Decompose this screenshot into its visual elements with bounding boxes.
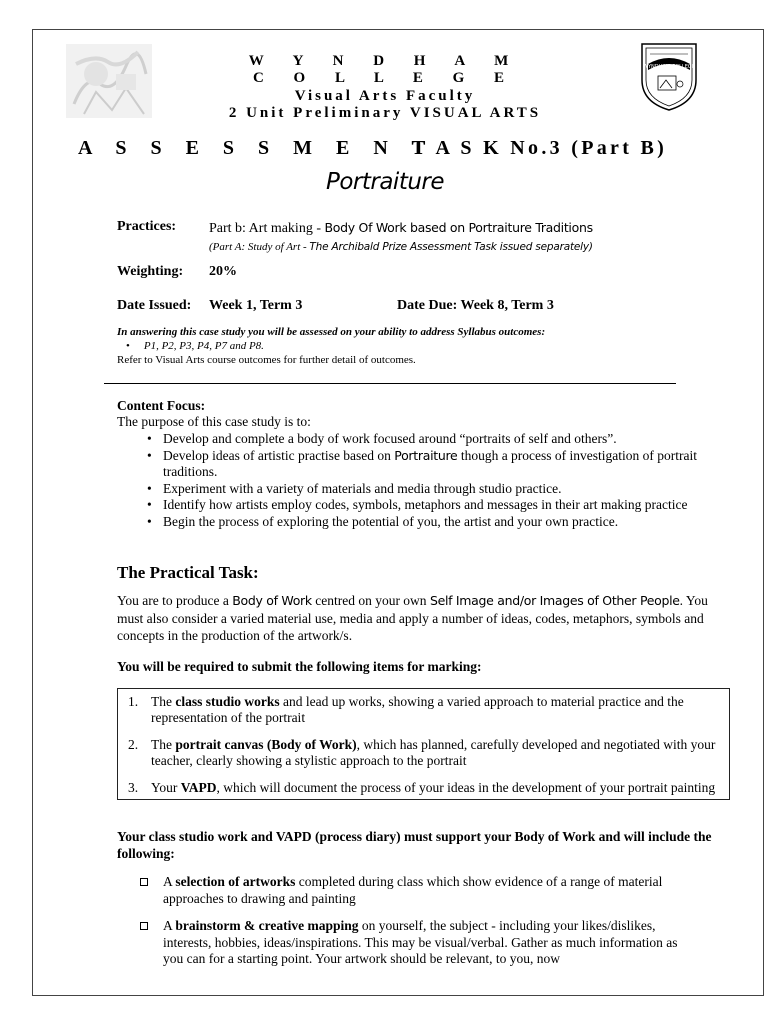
paragraph-highlight: Self Image and/or Images of Other People (429, 593, 680, 608)
paragraph-text: You are to produce a (117, 593, 233, 608)
item-number: 1. (128, 694, 139, 709)
section-divider (104, 383, 676, 384)
item-text: , which will document the process of your ideas in the development of your portrait painting (216, 780, 716, 795)
item-number: 2. (128, 737, 139, 752)
practices-prefix: Part b: Art making - (209, 221, 325, 236)
content-focus-list (139, 431, 729, 530)
bullet-text: Begin the process of exploring the potential of you, the artist and your own practice. (163, 513, 619, 529)
bullet-text: Develop ideas of artistic practise based on (163, 447, 395, 463)
submission-items-box (117, 688, 730, 800)
item-bold: portrait canvas (Body of Work) (175, 737, 357, 752)
list-item (128, 737, 718, 769)
content-focus-intro: The purpose of this case study is to: (117, 414, 311, 429)
weighting-label: Weighting: (117, 264, 184, 279)
item-text: Your (151, 780, 181, 795)
course-line: 2 Unit Preliminary VISUAL ARTS (228, 105, 542, 121)
outcomes-list-text: P1, P2, P3, P4, P7 and P8. (143, 340, 264, 352)
faculty-line: Visual Arts Faculty (294, 88, 476, 104)
assessment-heading: A S S E S S M E N T (78, 137, 435, 159)
list-item (139, 431, 729, 448)
document-title: Portraiture (325, 169, 445, 195)
paragraph-text: . You must also consider a varied material use, media and apply a number of ideas, codes, metaphors, symbols and concepts in the production of the artwork/s. (117, 593, 708, 643)
item-text: completed during class which show evidence of a range of material approaches to drawing and painting (163, 874, 663, 906)
crest-text: WYNDHAM COLLEGE (643, 64, 695, 70)
submit-heading: You will be required to submit the following items for marking: (117, 659, 482, 674)
item-bold: selection of artworks (175, 874, 296, 889)
list-item (139, 481, 729, 498)
outcomes-intro: In answering this case study you will be assessed on your ability to address Syllabus outcomes: (117, 326, 546, 338)
item-bold: class studio works (175, 694, 280, 709)
item-text: A (163, 874, 176, 889)
list-item (140, 918, 700, 968)
bullet-text: Identify how artists employ codes, symbols, metaphors and messages in their art making practice (163, 497, 688, 512)
list-item (140, 874, 700, 907)
weighting-value: 20% (209, 264, 237, 279)
list-item (139, 497, 729, 514)
content-focus-heading: Content Focus: (117, 398, 206, 413)
practical-task-paragraph (117, 592, 727, 645)
bullet-text: Experiment with a variety of materials and media through studio practice. (163, 480, 562, 496)
college-name-line1: W Y N D H A M (248, 53, 522, 69)
practices-label: Practices: (117, 219, 177, 234)
list-item (139, 514, 729, 531)
item-text: The (151, 737, 176, 752)
list-item (128, 694, 718, 726)
item-number: 3. (128, 780, 139, 795)
item-text: on yourself, the subject - including your likes/dislikes, interests, hobbies, ideas/inspirations. This may be visual/verbal. Gather as much information as you can for a starting point. Your artwork should be relevant, to you, now (163, 918, 678, 966)
item-text: The (151, 694, 176, 709)
paragraph-text: centred on your own (311, 593, 430, 608)
item-text: , which has planned, carefully developed and negotiated with your teacher, clearly showing a stylistic approach to the portrait (151, 737, 716, 768)
date-due: Date Due: Week 8, Term 3 (397, 298, 554, 313)
college-name-line2: C O L L E G E (252, 70, 518, 86)
practices-note-a: (Part A: Study of Art - (209, 241, 310, 253)
item-text: and lead up works, showing a varied approach to material practice and the representation of the portrait (151, 694, 684, 725)
list-item (128, 780, 718, 796)
outcomes-refer: Refer to Visual Arts course outcomes for further detail of outcomes. (117, 354, 416, 366)
checkbox-bullet-icon (140, 878, 148, 886)
practices-note-b: The Archibald Prize Assessment Task issued separately) (309, 241, 593, 253)
bullet-text: Develop and complete a body of work focused around “portraits of self and others”. (163, 431, 617, 446)
task-number-heading: T A S K No.3 (Part B) (412, 137, 668, 159)
item-bold: brainstorm & creative mapping (175, 918, 359, 933)
list-item (139, 448, 729, 481)
practices-value (209, 219, 593, 237)
practical-task-heading: The Practical Task: (117, 563, 259, 582)
item-text: A (163, 918, 176, 933)
practices-highlight: Body Of Work based on Portraiture Traditions (324, 220, 593, 235)
date-issued-label: Date Issued: (117, 298, 192, 313)
paragraph-highlight: Body of Work (232, 593, 312, 608)
checkbox-bullet-icon (140, 922, 148, 930)
practices-note (209, 237, 593, 255)
support-heading: Your class studio work and VAPD (process diary) must support your Body of Work and will include the following: (117, 829, 712, 861)
outcomes-list: • P1, P2, P3, P4, P7 and P8. (126, 340, 264, 352)
item-bold: VAPD (180, 780, 217, 795)
bullet-text: though a process of investigation of portrait traditions. (163, 447, 698, 479)
date-issued-value: Week 1, Term 3 (209, 298, 303, 313)
bullet-highlight: Portraiture (394, 447, 458, 463)
